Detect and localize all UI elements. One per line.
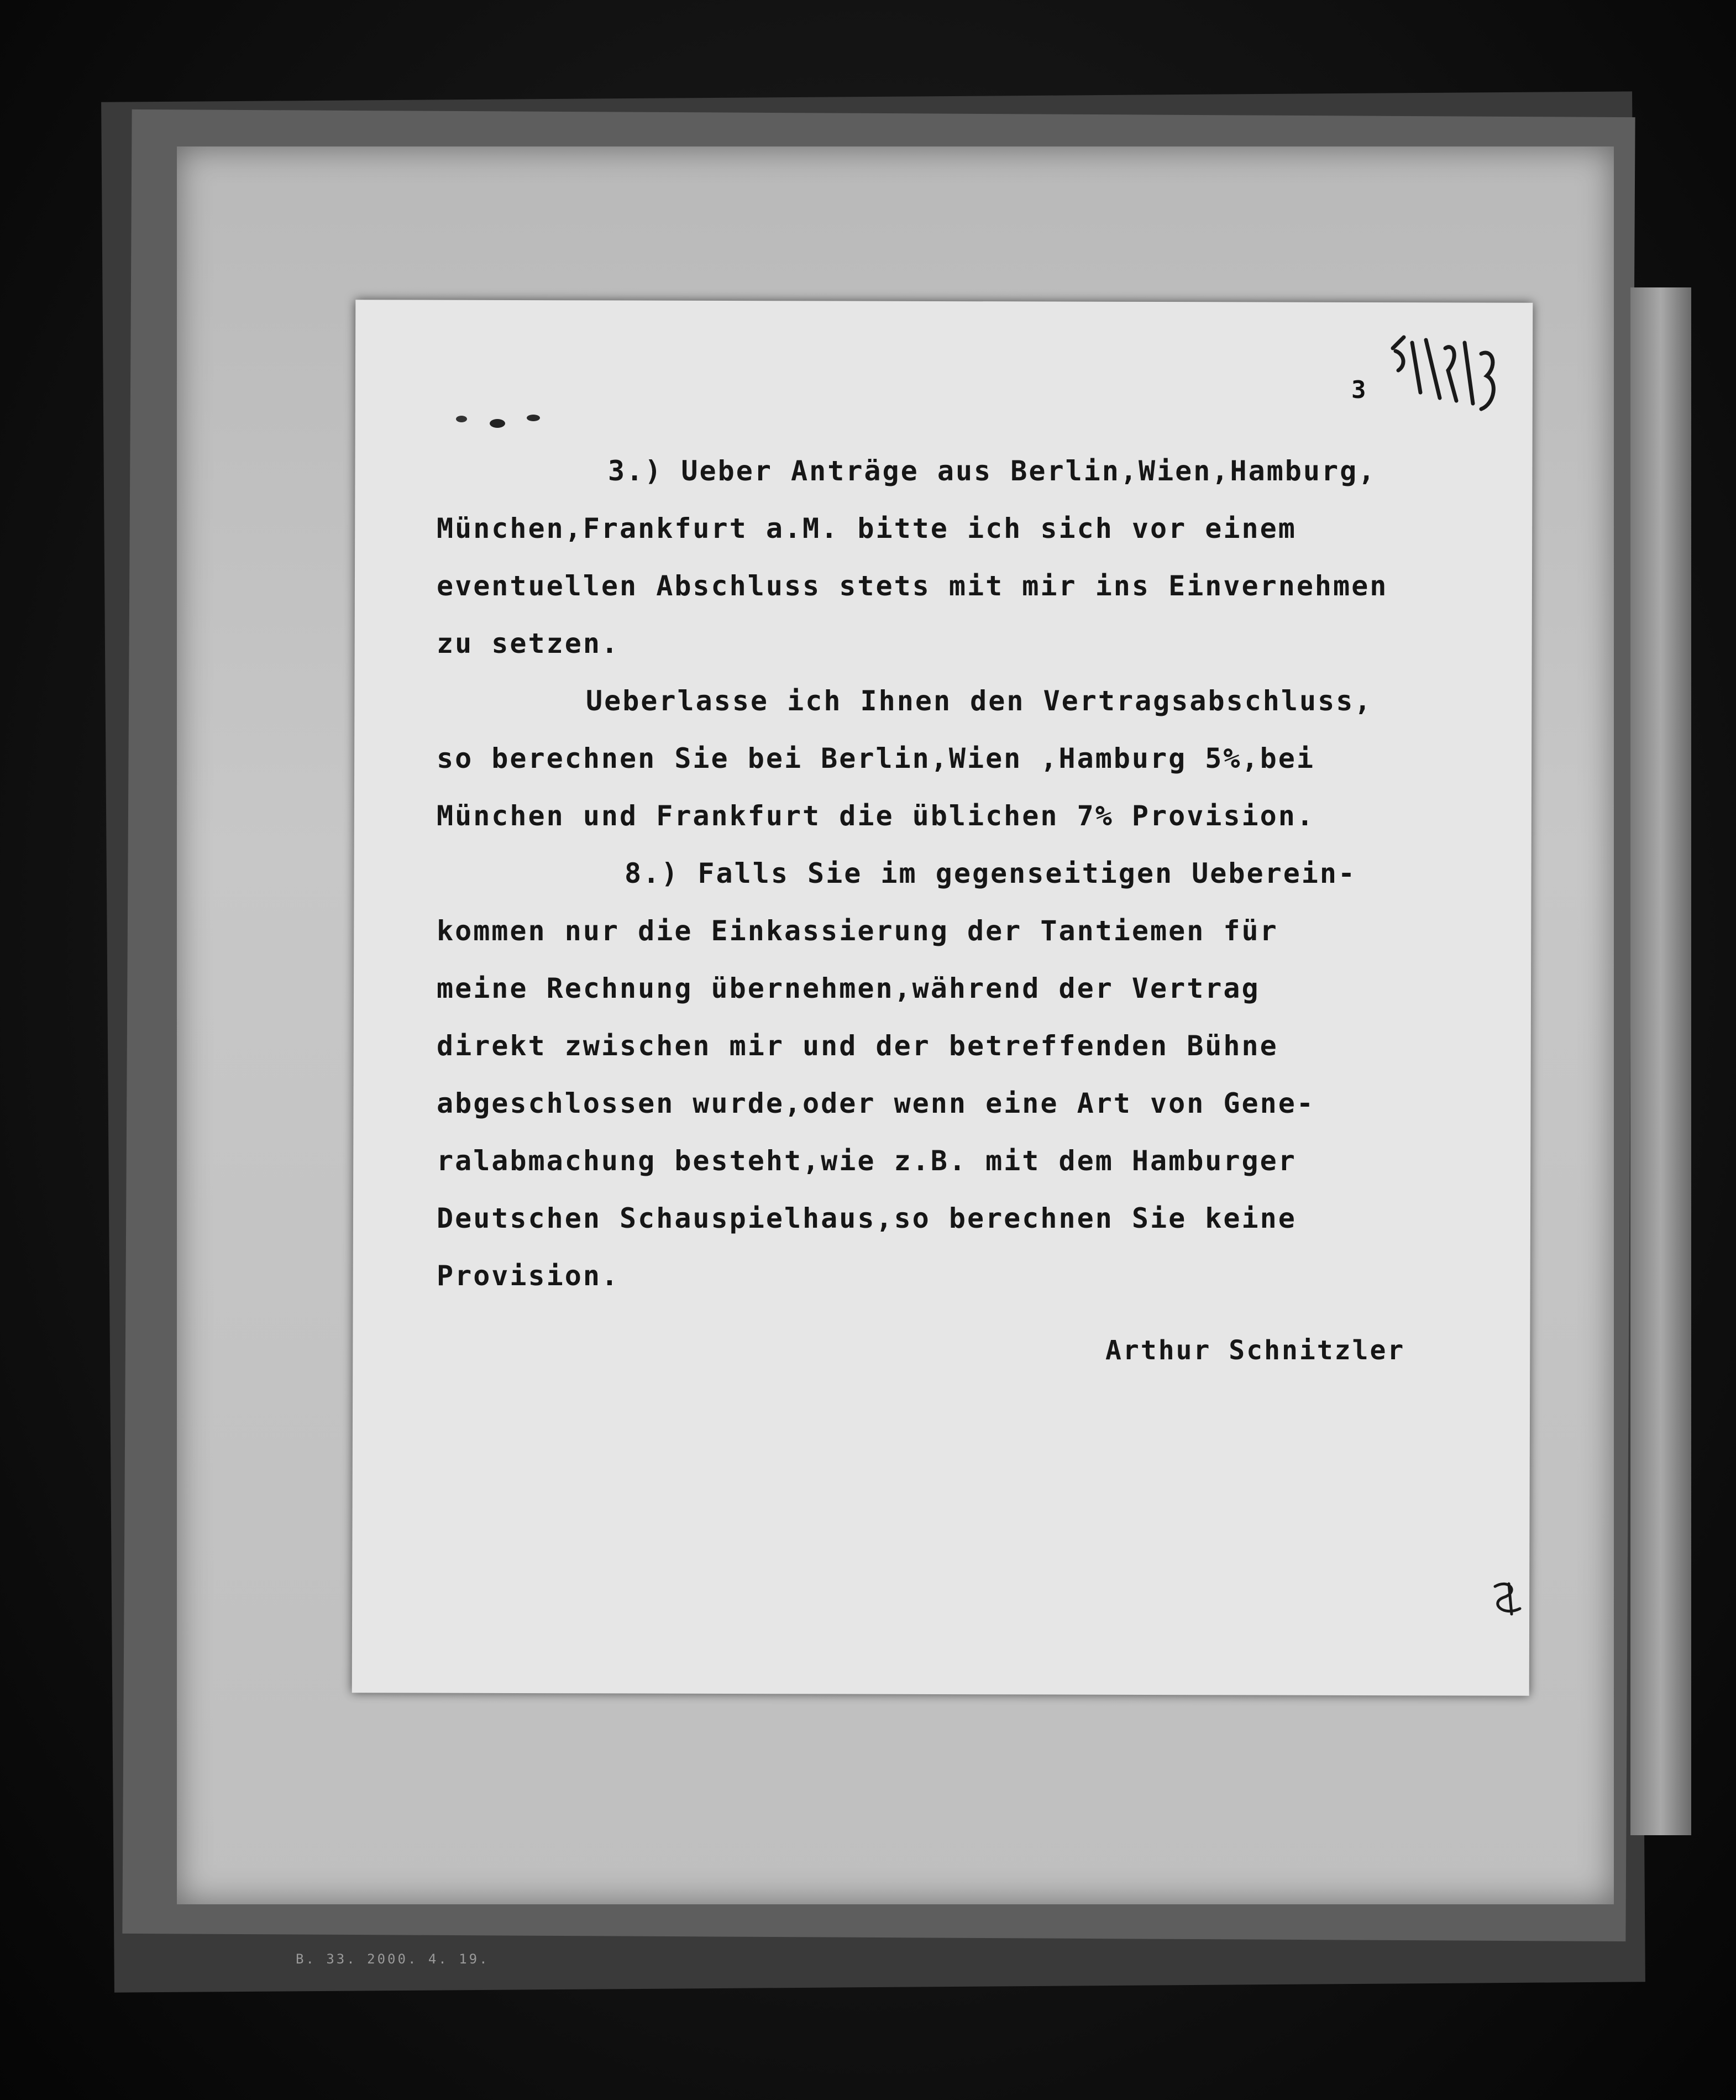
ink-smudge-marks xyxy=(450,404,561,437)
text-line: kommen nur die Einkassierung der Tantiemen für xyxy=(437,915,1278,947)
text-line: abgeschlossen wurde,oder wenn eine Art von Gene- xyxy=(437,1087,1315,1119)
handwritten-archive-note xyxy=(1387,332,1503,420)
text-line: Provision. xyxy=(437,1260,620,1292)
text-line: Deutschen Schauspielhaus,so berechnen Sie keine xyxy=(437,1202,1297,1234)
page-number: 3 xyxy=(1351,376,1366,404)
text-line: 3.) Ueber Anträge aus Berlin,Wien,Hamburg, xyxy=(608,455,1377,487)
text-line: München und Frankfurt die üblichen 7% Provision. xyxy=(437,800,1315,832)
text-line: München,Frankfurt a.M. bitte ich sich vor einem xyxy=(437,512,1297,544)
letter-body xyxy=(437,442,1487,1305)
archive-footer-stamp: B. 33. 2000. 4. 19. xyxy=(296,1951,490,1967)
text-line: ralabmachung besteht,wie z.B. mit dem Hamburger xyxy=(437,1145,1297,1177)
text-line: direkt zwischen mir und der betreffenden Bühne xyxy=(437,1030,1278,1062)
text-line: Ueberlasse ich Ihnen den Vertragsabschluss, xyxy=(586,685,1373,717)
text-line: so berechnen Sie bei Berlin,Wien ,Hamburg 5%,bei xyxy=(437,742,1315,774)
text-line: 8.) Falls Sie im gegenseitigen Ueberein- xyxy=(625,857,1357,889)
text-line: meine Rechnung übernehmen,während der Vertrag xyxy=(437,972,1260,1004)
paper-edge-strip xyxy=(1630,287,1691,1835)
handwritten-folio-mark xyxy=(1487,1575,1531,1620)
text-line: zu setzen. xyxy=(437,627,620,659)
signature: Arthur Schnitzler xyxy=(1105,1335,1405,1366)
text-line: eventuellen Abschluss stets mit mir ins Einvernehmen xyxy=(437,570,1388,602)
